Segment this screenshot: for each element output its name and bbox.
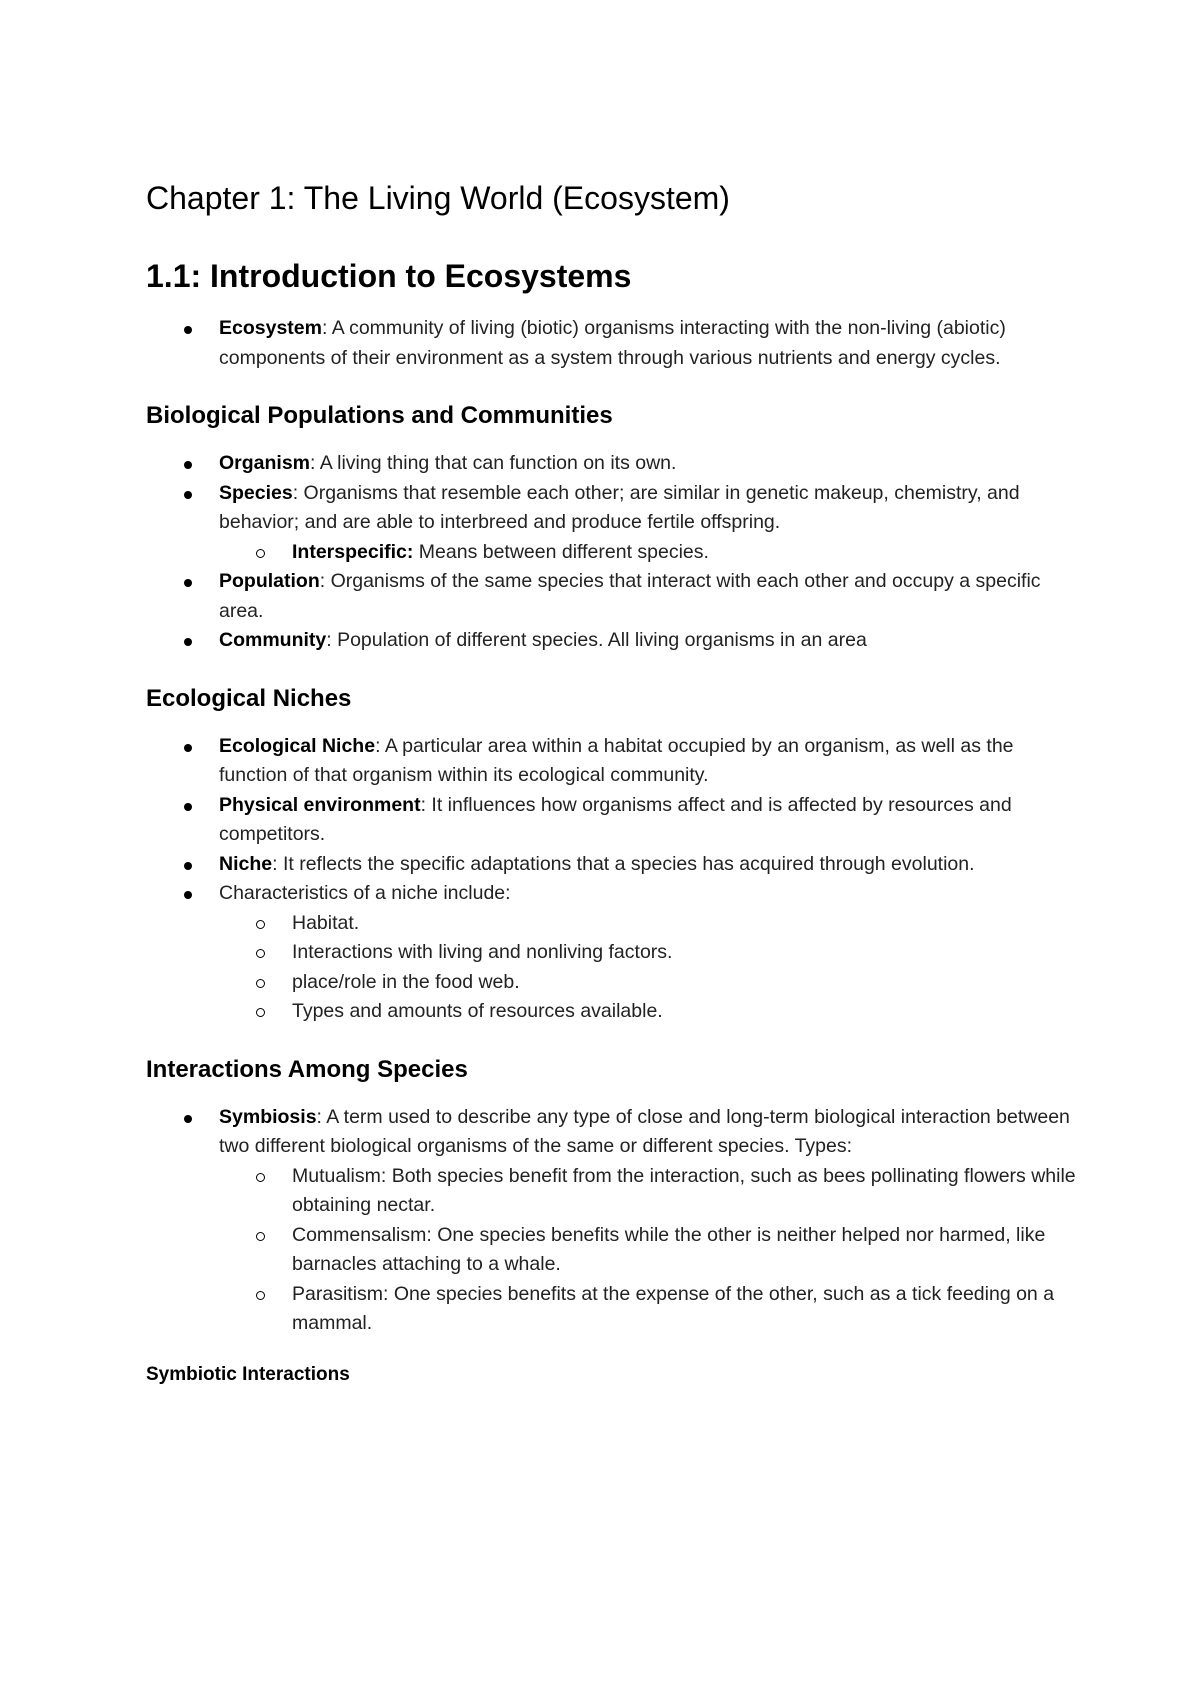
sub-item-text: Interactions with living and nonliving factors.: [292, 941, 673, 963]
term-label: Symbiosis: [219, 1105, 317, 1128]
list-item: [146, 449, 1086, 479]
section-title: 1.1: Introduction to Ecosystems: [146, 258, 632, 294]
list-item: [146, 879, 1086, 1027]
sub-list-item: [219, 538, 1086, 568]
list-item: [146, 567, 1086, 626]
circle-bullet-icon: [256, 1291, 265, 1300]
circle-bullet-icon: [256, 1173, 265, 1182]
term-label: Organism: [219, 452, 311, 474]
definition-text: : A living thing that can function on its own.: [310, 452, 677, 474]
definition-text: : It influences how organisms affect and is affected by resources and competitors.: [219, 793, 1012, 845]
bullet-icon: [184, 1115, 192, 1123]
bullet-icon: [184, 461, 192, 469]
bullet-icon: [184, 862, 192, 870]
term-label: Physical environment: [219, 793, 421, 816]
circle-bullet-icon: [256, 1232, 265, 1241]
sub-item-text: Types and amounts of resources available.: [292, 1000, 663, 1022]
term-label: Niche: [219, 852, 273, 875]
sub-item-text: Commensalism: One species benefits while the other is neither helped nor harmed, like barnacles attaching to a whale.: [292, 1223, 1046, 1275]
list-item: [146, 626, 1086, 656]
term-label: Species: [219, 481, 293, 504]
sub-list-item: [219, 1221, 1086, 1280]
bullet-icon: [184, 326, 192, 334]
term-label: Ecological Niche: [219, 734, 376, 757]
term-label: Community: [219, 629, 327, 651]
list-item: [146, 1103, 1086, 1339]
definition-text: : A particular area within a habitat occupied by an organism, as well as the function of that organism within its ecological community.: [219, 734, 1014, 786]
definition-text: : Population of different species. All living organisms in an area: [326, 629, 867, 651]
document-content: [146, 176, 1086, 1389]
populations-list: [146, 449, 1086, 656]
circle-bullet-icon: [256, 949, 265, 958]
bullet-icon: [184, 579, 192, 587]
niches-list: [146, 732, 1086, 1027]
intro-list: [146, 314, 1086, 373]
definition-text: Characteristics of a niche include:: [219, 882, 511, 904]
definition-text: : Organisms of the same species that interact with each other and occupy a specific area.: [219, 570, 1041, 622]
niches-heading: Ecological Niches: [146, 684, 352, 712]
bullet-icon: [184, 744, 192, 752]
interactions-list: [146, 1103, 1086, 1339]
sub-item-text: Mutualism: Both species benefit from the interaction, such as bees pollinating flowers while obtaining nectar.: [292, 1164, 1076, 1216]
term-label: Population: [219, 570, 320, 592]
bullet-icon: [184, 491, 192, 499]
term-label: Interspecific:: [292, 540, 414, 563]
interactions-heading: Interactions Among Species: [146, 1055, 468, 1083]
chapter-title: Chapter 1: The Living World (Ecosystem): [146, 180, 730, 216]
list-item: [146, 479, 1086, 568]
definition-text: : A community of living (biotic) organisms interacting with the non-living (abiotic) components of their environment as a system through various nutrients and energy cycles.: [219, 317, 1006, 369]
definition-text: : A term used to describe any type of close and long-term biological interaction between two different biological organisms of the same or different species. Types:: [219, 1105, 1070, 1157]
sub-list-item: [219, 997, 1086, 1027]
definition-text: : Organisms that resemble each other; are similar in genetic makeup, chemistry, and behavior; and are able to interbreed and produce fertile offspring.: [219, 481, 1020, 533]
circle-bullet-icon: [256, 979, 265, 988]
circle-bullet-icon: [256, 549, 265, 558]
list-item: [146, 850, 1086, 880]
sub-item-text: Habitat.: [292, 911, 360, 934]
list-item: [146, 732, 1086, 791]
sub-list-item: [219, 938, 1086, 968]
circle-bullet-icon: [256, 1008, 265, 1017]
sub-list-item: [219, 1280, 1086, 1339]
sub-list-item: [219, 968, 1086, 998]
term-label: Ecosystem: [219, 317, 322, 339]
sub-list-item: [219, 909, 1086, 939]
definition-text: : It reflects the specific adaptations that a species has acquired through evolution.: [272, 852, 975, 875]
species-sub-list: [219, 538, 1086, 568]
sub-list-item: [219, 1162, 1086, 1221]
symbiosis-types-list: [219, 1162, 1086, 1339]
circle-bullet-icon: [256, 920, 265, 929]
definition-text: Means between different species.: [413, 540, 709, 563]
niche-characteristics-list: [219, 909, 1086, 1027]
symbiotic-interactions-heading: Symbiotic Interactions: [146, 1363, 350, 1385]
list-item: [146, 314, 1086, 373]
bullet-icon: [184, 638, 192, 646]
bullet-icon: [184, 803, 192, 811]
list-item: [146, 791, 1086, 850]
sub-item-text: place/role in the food web.: [292, 970, 520, 993]
populations-heading: Biological Populations and Communities: [146, 402, 613, 429]
sub-item-text: Parasitism: One species benefits at the expense of the other, such as a tick feeding on a mammal.: [292, 1282, 1055, 1334]
bullet-icon: [184, 891, 192, 899]
